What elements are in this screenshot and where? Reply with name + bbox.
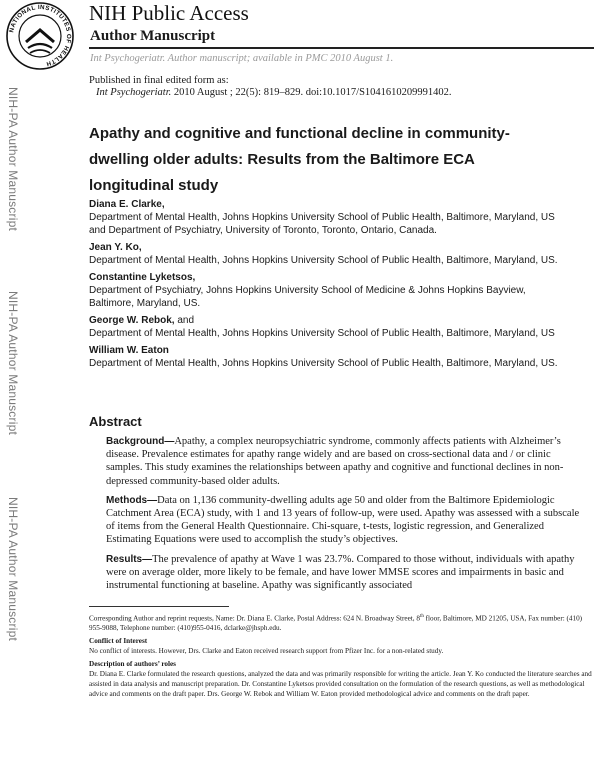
roles-heading: Description of authors’ roles — [89, 660, 176, 669]
correspondence-note: Corresponding Author and reprint requests, Name: Dr. Diana E. Clarke, Postal Address: 624 N. Broadway Street, 8th floor, Baltimore, MD 21205, USA, Fax number: (410) 955-9088, Telephone number: (410)955-0416, dclarke@jhsph.edu. — [89, 614, 583, 633]
abstract-heading: Abstract — [89, 414, 142, 429]
author-name: Constantine Lyketsos, — [89, 272, 196, 283]
nih-public-access-title: NIH Public Access — [89, 1, 249, 25]
sidebar-label-bottom: NIH-PA Author Manuscript — [6, 497, 20, 641]
results-text: The prevalence of apathy at Wave 1 was 23.7%. Compared to those without, individuals with apathy were on average older, more likely to be female, and have lower MMSE scores and impairments in basic and instrumental functioning at baseline. Apathy was significantly associated — [106, 553, 575, 592]
author-entry — [89, 314, 569, 340]
author-affiliation: Department of Mental Health, Johns Hopkins University School of Public Health, Baltimore, Maryland, US — [89, 328, 555, 339]
author-list — [89, 198, 569, 374]
abstract-body — [106, 435, 588, 598]
background-label: Background— — [106, 436, 175, 447]
author-manuscript-label: Author Manuscript — [90, 28, 216, 44]
citation-details: 2010 August ; 22(5): 819–829. doi:10.1017/S1041610209991402. — [171, 87, 452, 98]
author-entry — [89, 198, 569, 237]
author-entry — [89, 271, 569, 310]
background-text: Apathy, a complex neuropsychiatric syndrome, commonly affects patients with Alzheimer’s disease. Prevalence estimates for apathy range widely and are based on cross-sectional data and / or clinic samples. This study examines the relationships between apathy and cognitive and functional declines in non-depressed community-based older adults. — [106, 436, 564, 487]
availability-note: Int Psychogeriatr. Author manuscript; available in PMC 2010 August 1. — [90, 53, 394, 64]
author-affiliation: Department of Mental Health, Johns Hopkins University School of Public Health, Baltimore, Maryland, US. — [89, 255, 558, 266]
svg-text:NATIONAL INSTITUTES OF HEALTH: NATIONAL INSTITUTES OF HEALTH — [8, 3, 73, 68]
header-divider — [89, 47, 594, 49]
author-name: William W. Eaton — [89, 345, 169, 356]
abstract-background — [106, 435, 588, 488]
sidebar-label-top: NIH-PA Author Manuscript — [6, 87, 20, 231]
footnotes — [89, 612, 594, 699]
author-affiliation: Department of Mental Health, Johns Hopkins University School of Public Health, Baltimore, Maryland, US and Department of Psychiatry, University of Toronto, Toronto, Ontario, Canada. — [89, 212, 555, 236]
author-name: Diana E. Clarke, — [89, 199, 165, 210]
author-affiliation: Department of Mental Health, Johns Hopkins University School of Public Health, Baltimore, Maryland, US. — [89, 358, 558, 369]
citation — [96, 86, 452, 99]
abstract-methods — [106, 494, 588, 547]
methods-text: Data on 1,136 community-dwelling adults age 50 and older from the Baltimore Epidemiologic Catchment Area (ECA) study, with 1 and 13 years of follow-up, were used. Apathy was assessed with a subscale of items from the General Health Questionnaire. Chi-square, t-tests, logistic regression, and Generalized Estimating Equations were used to accomplish the study’s objectives. — [106, 494, 580, 546]
citation-journal: Int Psychogeriatr. — [96, 87, 172, 98]
methods-label: Methods— — [106, 494, 158, 506]
author-entry — [89, 241, 569, 267]
published-in-note: Published in final edited form as: — [89, 75, 229, 86]
author-conjunction: and — [174, 315, 195, 326]
nih-logo — [2, 0, 80, 74]
conflict-text: No conflict of interests. However, Drs. Clarke and Eaton received research support from Pfizer Inc. for a non-related study. — [89, 647, 444, 656]
author-affiliation: Department of Psychiatry, Johns Hopkins University School of Medicine & Johns Hopkins Bayview, Baltimore, Maryland, US. — [89, 285, 526, 309]
abstract-results — [106, 553, 588, 593]
article-title: Apathy and cognitive and functional decline in community-dwelling older adults: Results from the Baltimore ECA longitudinal study — [89, 125, 510, 194]
conflict-heading: Conflict of Interest — [89, 637, 148, 646]
results-label: Results— — [106, 553, 153, 565]
footnote-divider — [89, 606, 229, 607]
sidebar-label-middle: NIH-PA Author Manuscript — [6, 291, 20, 435]
author-entry — [89, 344, 569, 370]
roles-text: Dr. Diana E. Clarke formulated the research questions, analyzed the data and was primarily responsible for writing the article. Jean Y. Ko conducted the literature searches and assisted in data analysis and manuscript preparation. Dr. Constantine Lyketsos provided consultation on the formulation of the research questions, as well as methodological advice and comments on the draft paper. Drs. George W. Rebok and William W. Eaton provided methodological advice and comments on the draft paper. — [89, 670, 592, 699]
author-name: Jean Y. Ko, — [89, 242, 142, 253]
author-name: George W. Rebok, — [89, 315, 175, 326]
